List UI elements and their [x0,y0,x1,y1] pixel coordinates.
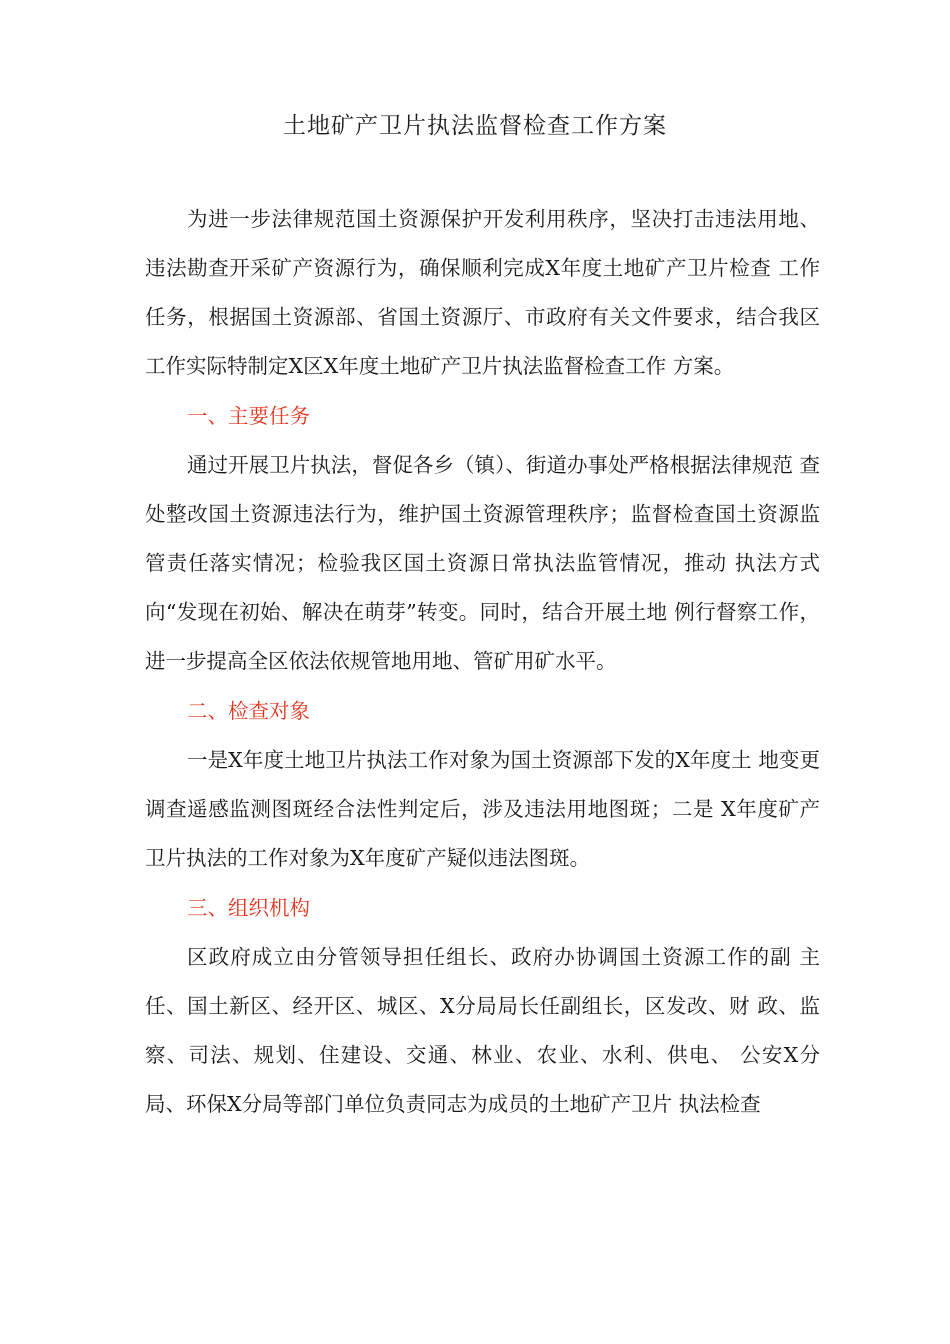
section-heading-main-tasks: 一、主要任务 [187,404,310,428]
section-heading-organization: 三、组织机构 [187,896,310,920]
intro-paragraph: 为进一步法律规范国土资源保护开发利用秩序，坚决打击违法用地、 违法勘查开采矿产资源行为，确保顺利完成X年度土地矿产卫片检查 工作任务，根据国土资源部、省国土资源厅、市政府有关文件要求，结合我区工作实际特制定X区X年度土地矿产卫片执法监督检查工作 方案。 [145,207,820,378]
section-text-main-tasks: 通过开展卫片执法，督促各乡（镇）、街道办事处严格根据法律规范 查处整改国土资源违法行为，维护国土资源管理秩序；监督检查国土资源监管责任落实情况；检验我区国土资源日常执法监管情况，推动 执法方式向“发现在初始、解决在萌芽”转变。同时，结合开展土地 例行督察工作，进一步提高全区依法依规管地用地、管矿用矿水平。 [145,453,820,673]
document-title: 土地矿产卫片执法监督检查工作方案 [283,113,667,139]
section-text-organization: 区政府成立由分管领导担任组长、政府办协调国土资源工作的副 主任、国土新区、经开区、城区、X分局局长任副组长，区发改、财 政、监察、司法、规划、住建设、交通、林业、农业、水利、供电、 公安X分局、环保X分局等部门单位负责同志为成员的土地矿产卫片 执法检查 [145,945,820,1116]
document-body [145,195,820,1129]
section-heading-inspection-targets: 二、检查对象 [187,699,310,723]
section-text-inspection-targets: 一是X年度土地卫片执法工作对象为国土资源部下发的X年度土 地变更调查遥感监测图斑经合法性判定后，涉及违法用地图斑；二是 X年度矿产卫片执法的工作对象为X年度矿产疑似违法图斑。 [145,748,820,870]
